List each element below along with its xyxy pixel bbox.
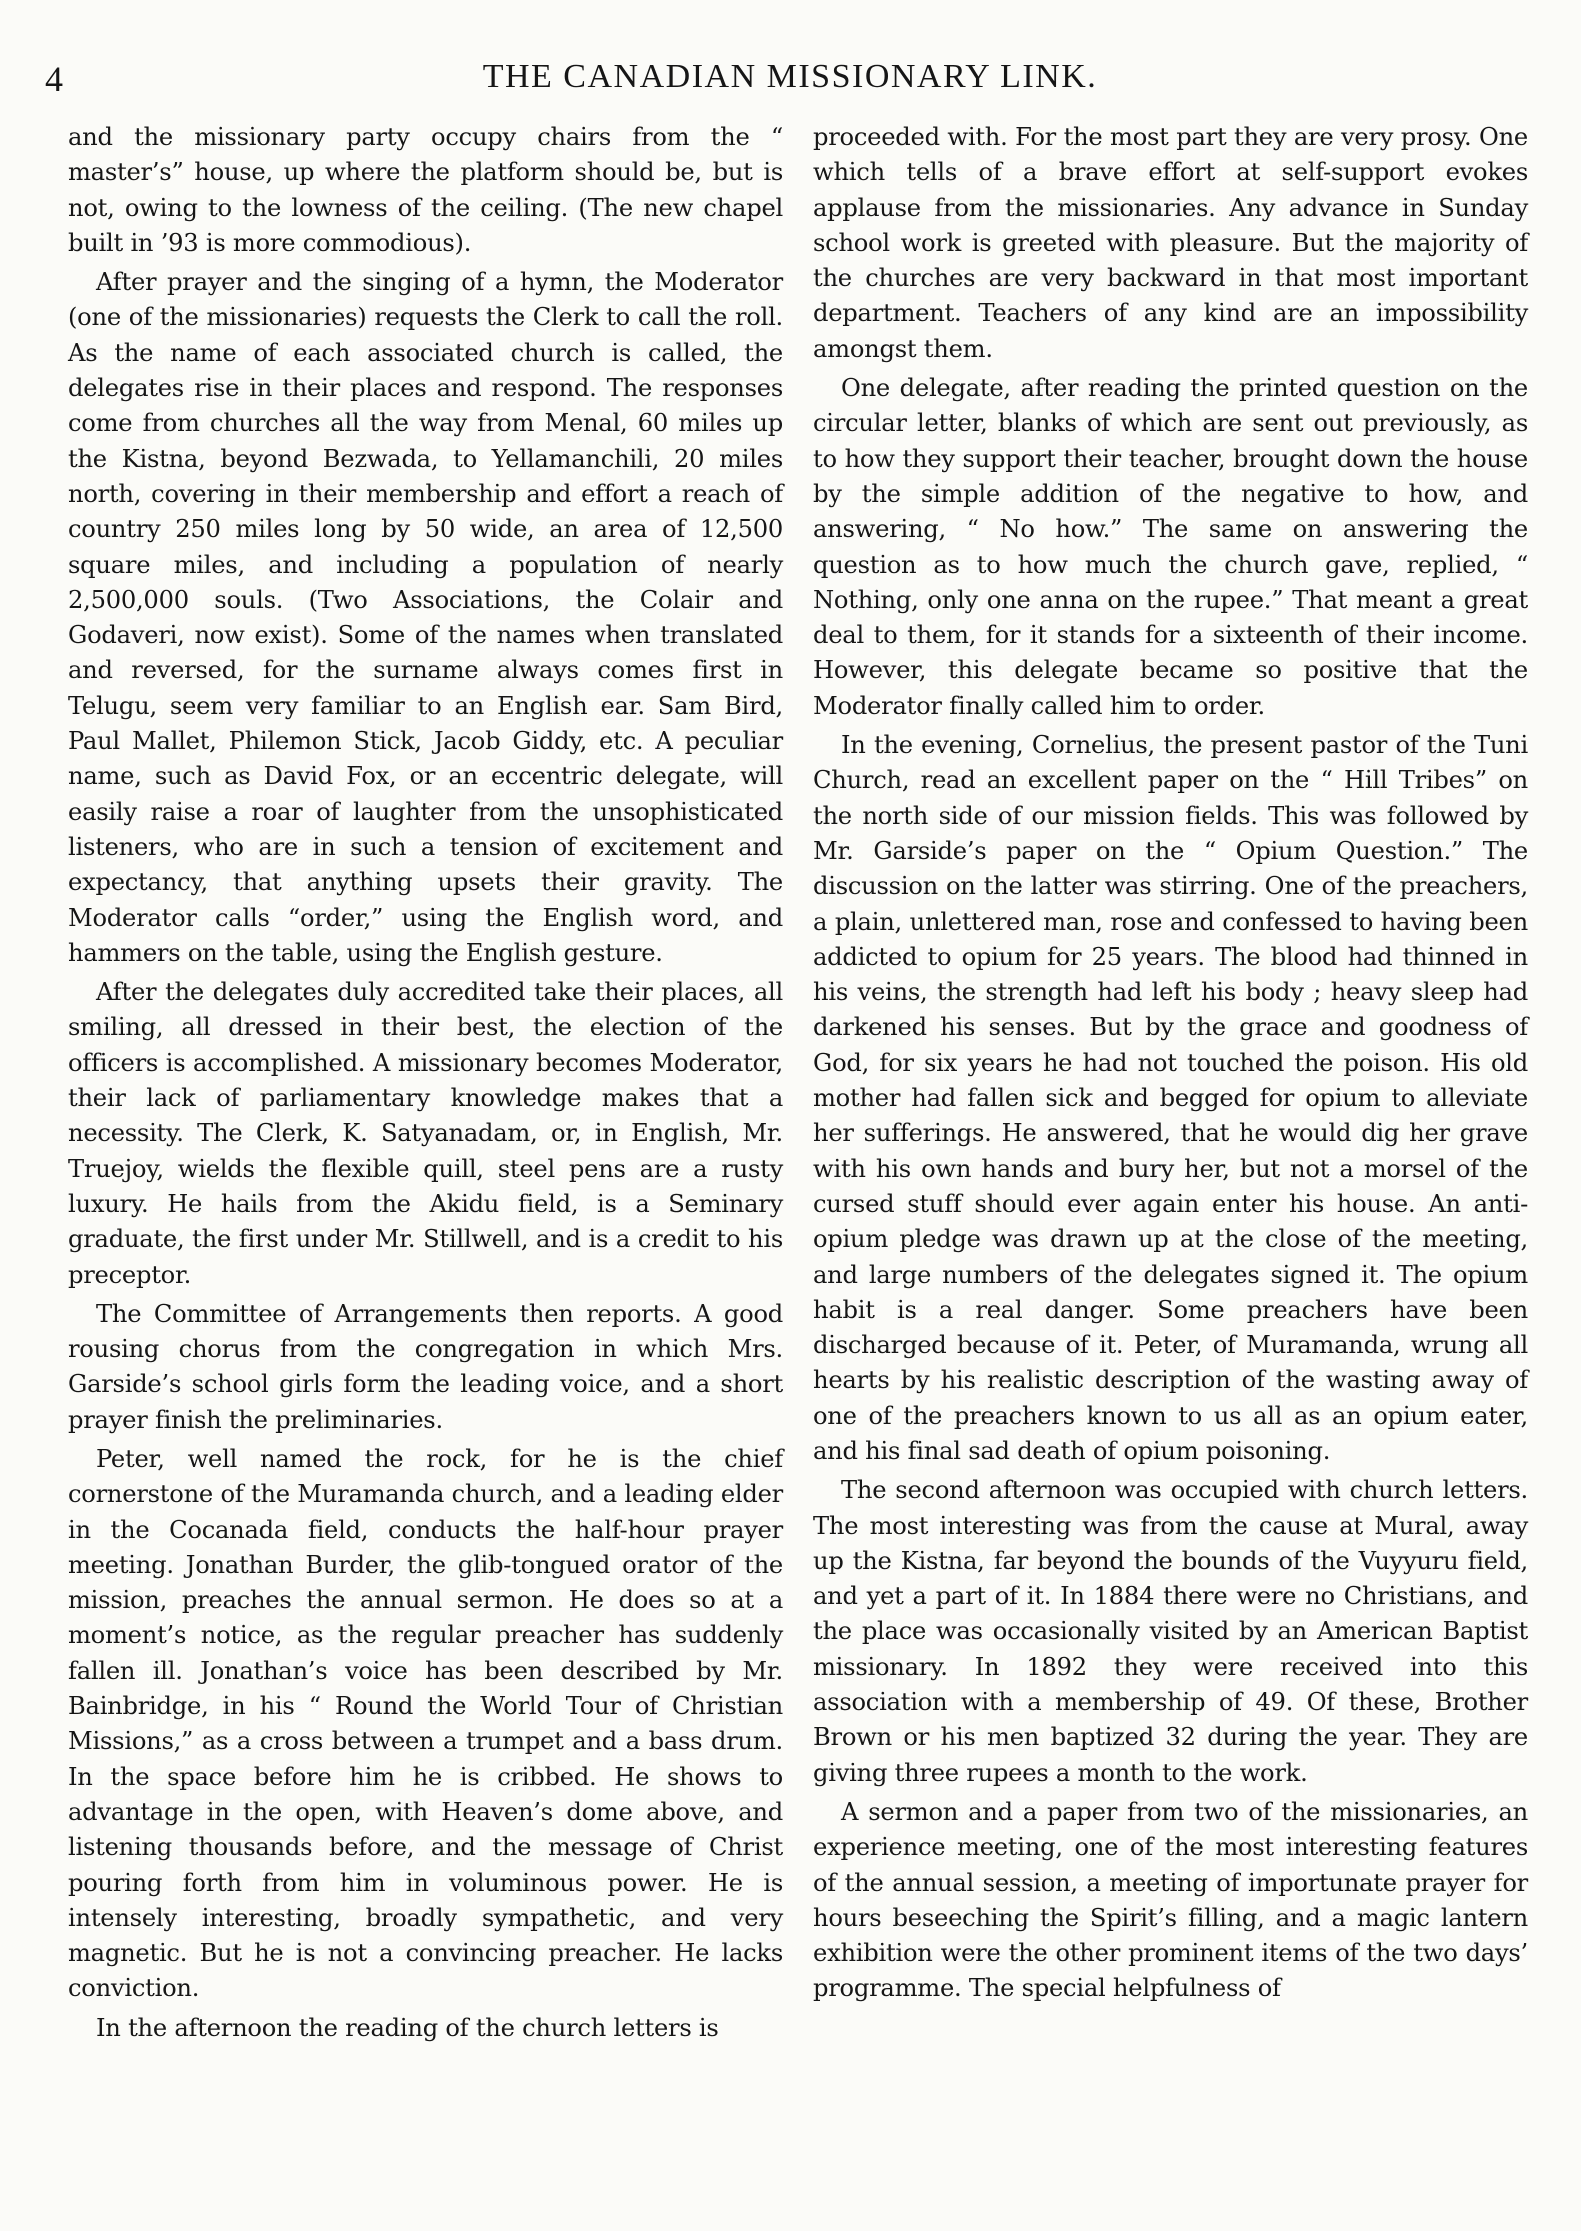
paragraph: Peter, well named the rock, for he is the chief cornerstone of the Muramanda church, and a leading elder in the Cocanada field, conducts the half-hour prayer meeting. Jonathan Burder, the glib-tongued orator of the mission, preaches the annual sermon. He does so at a moment’s notice, as the regular preacher has suddenly fallen ill. Jonathan’s voice has been described by Mr. Bainbridge, in his “ Round the World Tour of Christian Missions,” as a cross between a trumpet and a bass drum. In the space before him he is cribbed. He shows to advantage in the open, with Heaven’s dome above, and listening thousands before, and the message of Christ pouring forth from him in voluminous power. He is intensely interesting, broadly sympathetic, and very magnetic. But he is not a convincing preacher. He lacks conviction. (68, 1444, 783, 2003)
page-header (45, 58, 1535, 118)
paragraph: The second afternoon was occupied with church letters. The most interesting was from the cause at Mural, away up the Kistna, far beyond the bounds of the Vuyyuru field, and yet a part of it. In 1884 there were no Christians, and the place was occasionally visited by an American Baptist missionary. In 1892 they were received into this association with a membership of 49. Of these, Brother Brown or his men baptized 32 during the year. They are giving three rupees a month to the work. (813, 1476, 1528, 1787)
paragraph: In the afternoon the reading of the church letters is (96, 2013, 719, 2042)
paragraph: After prayer and the singing of a hymn, the Moderator (one of the missionaries) requests the Clerk to call the roll. As the name of each associated church is called, the delegates rise in their places and respond. The responses come from churches all the way from Menal, 60 miles up the Kistna, beyond Bezwada, to Yellamanchili, 20 miles north, covering in their membership and effort a reach of country 250 miles long by 50 wide, an area of 12,500 square miles, and including a population of nearly 2,500,000 souls. (Two Associations, the Colair and Godaveri, now exist). Some of the names when translated and reversed, for the surname always comes first in Telugu, seem very familiar to an English ear. Sam Bird, Paul Mallet, Philemon Stick, Jacob Giddy, etc. A peculiar name, such as David Fox, or an eccentric delegate, will easily raise a roar of laughter from the unsophisticated listeners, who are in such a tension of excitement and expectancy, that anything upsets their gravity. The Moderator calls “order,” using the English word, and hammers on the table, using the English gesture. (68, 268, 783, 967)
page-number: 4 (45, 59, 63, 99)
paragraph: proceeded with. For the most part they are very prosy. One which tells of a brave effort at self-support evokes applause from the missionaries. Any advance in Sunday school work is greeted with pleasure. But the majority of the churches are very backward in that most important department. Teachers of any kind are an impossibility amongst them. (813, 123, 1528, 363)
paragraph: and the missionary party occupy chairs from the “ master’s” house, up where the platform should be, but is not, owing to the lowness of the ceiling. (The new chapel built in ’93 is more commodious). (68, 123, 783, 257)
journal-title: THE CANADIAN MISSIONARY LINK. (482, 58, 1098, 95)
paragraph: In the evening, Cornelius, the present pastor of the Tuni Church, read an excellent paper on the “ Hill Tribes” on the north side of our mission fields. This was followed by Mr. Garside’s paper on the “ Opium Question.” The discussion on the latter was stirring. One of the preachers, a plain, unlettered man, rose and confessed to having been addicted to opium for 25 years. The blood had thinned in his veins, the strength had left his body ; heavy sleep had darkened his senses. But by the grace and goodness of God, for six years he had not touched the poison. His old mother had fallen sick and begged for opium to alleviate her sufferings. He answered, that he would dig her grave with his own hands and bury her, but not a morsel of the cursed stuff should ever again enter his house. An anti-opium pledge was drawn up at the close of the meeting, and large numbers of the delegates signed it. The opium habit is a real danger. Some preachers have been discharged because of it. Peter, of Muramanda, wrung all hearts by his realistic description of the wasting away of one of the preachers known to us all as an opium eater, and his final sad death of opium poisoning. (813, 731, 1528, 1465)
paragraph: The Committee of Arrangements then reports. A good rousing chorus from the congregation in which Mrs. Garside’s school girls form the leading voice, and a short prayer finish the preliminaries. (68, 1299, 783, 1434)
paragraph: A sermon and a paper from two of the missionaries, an experience meeting, one of the most interesting features of the annual session, a meeting of importunate prayer for hours beseeching the Spirit’s filling, and a magic lantern exhibition were the other prominent items of the two days’ programme. The special helpfulness of (813, 1797, 1528, 2003)
paragraph: One delegate, after reading the printed question on the circular letter, blanks of which are sent out previously, as to how they support their teacher, brought down the house by the simple addition of the negative to how, and answering, “ No how.” The same on answering the question as to how much the church gave, replied, “ Nothing, only one anna on the rupee.” That meant a great deal to them, for it stands for a sixteenth of their income. However, this delegate became so positive that the Moderator finally called him to order. (813, 374, 1528, 720)
right-column (813, 120, 1528, 2007)
paragraph: After the delegates duly accredited take their places, all smiling, all dressed in their best, the election of the officers is accomplished. A missionary becomes Moderator, their lack of parliamentary knowledge makes that a necessity. The Clerk, K. Satyanadam, or, in English, Mr. Truejoy, wields the flexible quill, steel pens are a rusty luxury. He hails from the Akidu field, is a Seminary graduate, the first under Mr. Stillwell, and is a credit to his preceptor. (68, 978, 783, 1289)
left-column (68, 120, 783, 2046)
